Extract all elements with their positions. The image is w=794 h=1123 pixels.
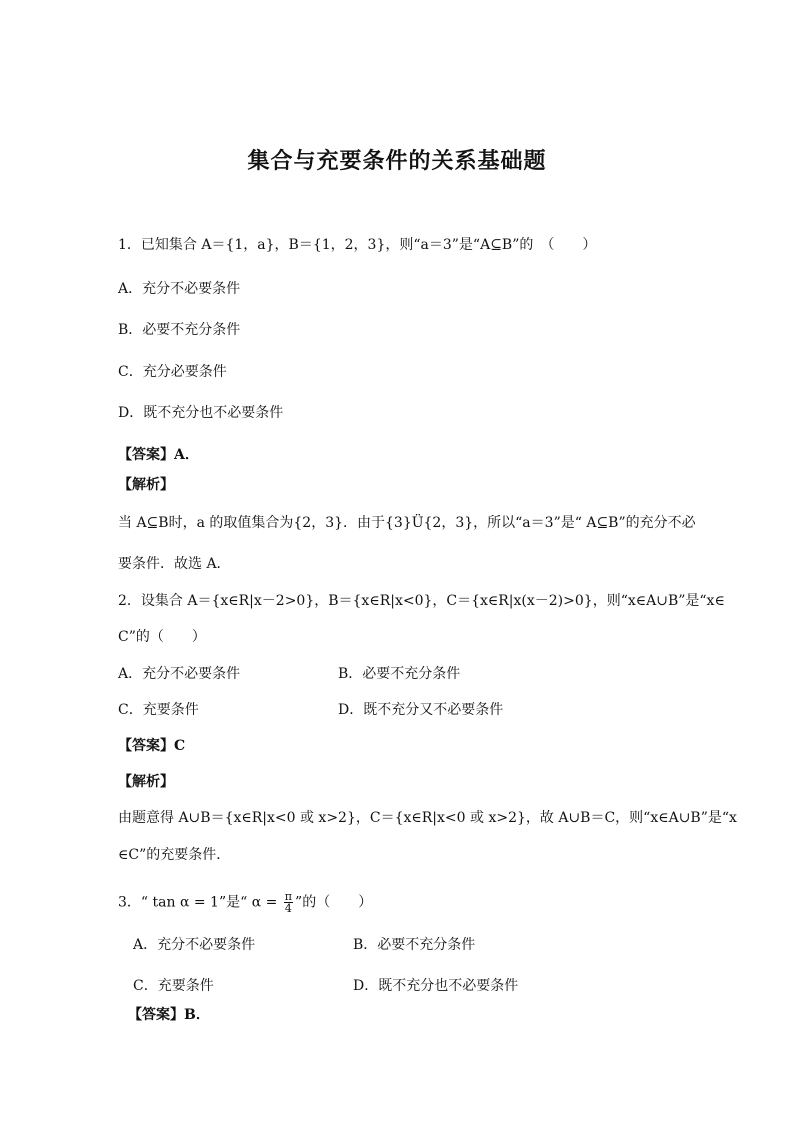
question-1-option-c: C．充分必要条件 bbox=[118, 364, 227, 380]
question-2-option-c: C．充要条件 bbox=[118, 702, 199, 718]
question-2-option-d: D．既不充分又不必要条件 bbox=[338, 702, 504, 718]
question-3-option-c: C．充要条件 bbox=[133, 978, 214, 994]
question-2-options-row-2 bbox=[118, 701, 714, 719]
question-3-option-a: A．充分不必要条件 bbox=[133, 937, 256, 953]
question-1-option-d: D．既不充分也不必要条件 bbox=[118, 405, 284, 421]
question-3-option-d: D．既不充分也不必要条件 bbox=[353, 978, 519, 994]
question-2-option-b: B．必要不充分条件 bbox=[338, 666, 461, 682]
question-1-analysis-label: 【解析】 bbox=[118, 477, 174, 493]
question-2-answer: 【答案】C bbox=[118, 738, 186, 754]
question-1-stem: 1．已知集合 A＝{1，a}，B＝{1，2，3}，则“a＝3”是“A⊆B”的 （ ） bbox=[118, 237, 597, 253]
fraction-numerator: π bbox=[284, 890, 293, 903]
fraction-denominator: 4 bbox=[284, 902, 292, 915]
question-1-analysis-line-2: 要条件．故选 A． bbox=[118, 556, 231, 572]
question-1-option-b: B．必要不充分条件 bbox=[118, 322, 241, 338]
pi-over-four-fraction bbox=[284, 891, 293, 914]
question-1-option-a: A．充分不必要条件 bbox=[118, 281, 241, 297]
question-3-answer: 【答案】B． bbox=[128, 1007, 210, 1023]
question-2-options-row-1 bbox=[118, 665, 714, 683]
question-2-analysis-line-2: ∈C”的充要条件． bbox=[118, 847, 231, 863]
question-3-stem-suffix: ”的（ ） bbox=[295, 894, 373, 911]
question-2-stem-line-1: 2．设集合 A＝{x∈R|x－2>0}，B＝{x∈R|x<0}，C＝{x∈R|x(x－2)>0}，则“x∈A∪B”是“x∈ bbox=[118, 593, 725, 609]
question-3-stem-prefix: 3．“ tan α = 1”是“ α = bbox=[118, 894, 282, 911]
question-2-analysis-line-1: 由题意得 A∪B＝{x∈R|x<0 或 x>2}，C＝{x∈R|x<0 或 x>2}，故 A∪B＝C，则“x∈A∪B”是“x bbox=[118, 810, 737, 826]
question-3-options-row-2 bbox=[133, 977, 714, 995]
question-1-analysis-line-1: 当 A⊆B时，a 的取值集合为{2，3}．由于{3}Ü{2，3}，所以“a＝3”是“ A⊆B”的充分不必 bbox=[118, 515, 696, 531]
question-2-analysis-label: 【解析】 bbox=[118, 774, 174, 790]
question-3-stem bbox=[118, 891, 714, 914]
question-1-answer: 【答案】A． bbox=[118, 447, 199, 463]
question-2-option-a: A．充分不必要条件 bbox=[118, 666, 241, 682]
question-3-options-row-1 bbox=[133, 936, 714, 954]
question-3-option-b: B．必要不充分条件 bbox=[353, 937, 476, 953]
page-title: 集合与充要条件的关系基础题 bbox=[247, 149, 547, 174]
question-2-stem-line-2: C”的（ ） bbox=[118, 629, 206, 645]
